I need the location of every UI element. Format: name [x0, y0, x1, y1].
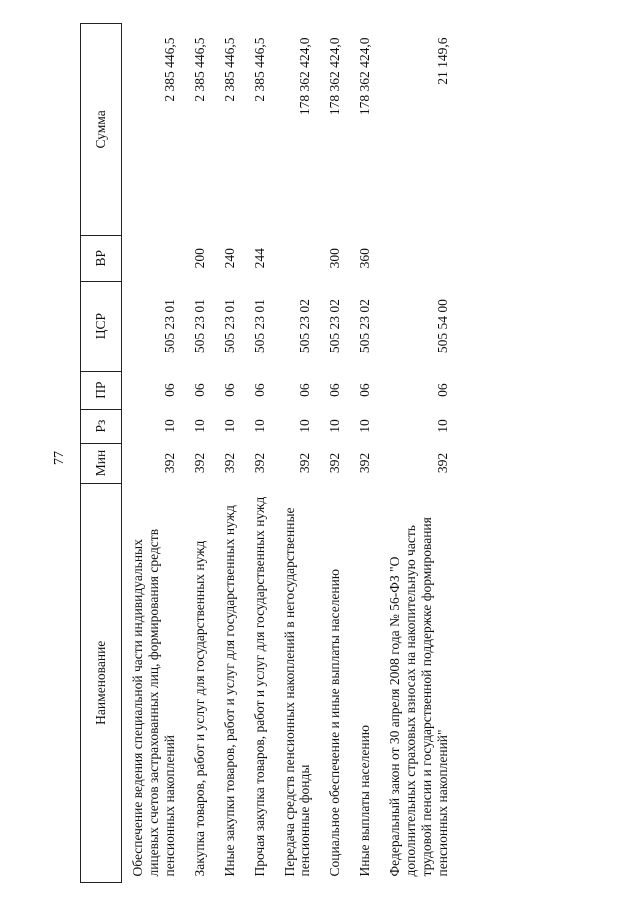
row-sum: 2 385 446,5 [161, 37, 177, 102]
row-vr: 360 [357, 248, 373, 269]
row-vr: 240 [221, 248, 237, 269]
page-number: 77 [52, 451, 67, 465]
row-name: Передача средств пенсионных накоплений в негосударственные пенсионные фонды [281, 507, 313, 877]
row-pr: 06 [327, 383, 343, 397]
row-name: Иные закупки товаров, работ и услуг для государственных нужд [221, 505, 237, 877]
row-vr [270, 235, 316, 281]
row-rz: 10 [221, 419, 237, 433]
row-pr: 06 [297, 383, 313, 397]
header-vr: ВР [81, 235, 122, 281]
row-name: Обеспечение ведения специальной части индивидуальных лицевых счетов застрахованных лиц, формирования средств пенсионных накоплений [130, 528, 177, 877]
budget-table [80, 23, 453, 883]
row-sum: 2 385 446,5 [251, 37, 267, 102]
row-min: 392 [297, 452, 313, 474]
table-row [210, 24, 240, 883]
row-rz: 10 [251, 419, 267, 433]
row-rz: 10 [434, 419, 450, 433]
row-name: Иные выплаты населению [357, 725, 373, 877]
row-csr: 505 23 02 [327, 299, 343, 354]
table-row [122, 24, 180, 883]
row-pr: 06 [251, 383, 267, 397]
row-rz: 10 [327, 419, 343, 433]
row-sum: 2 385 446,5 [191, 37, 207, 102]
row-vr [375, 235, 453, 281]
row-rz: 10 [297, 419, 313, 433]
row-name: Закупка товаров, работ и услуг для государственных нужд [191, 540, 207, 877]
row-csr: 505 23 01 [191, 299, 207, 354]
row-sum: 178 362 424,0 [357, 37, 373, 116]
row-vr: 300 [327, 248, 343, 269]
row-sum: 178 362 424,0 [327, 37, 343, 116]
row-name: Социальное обеспечение и иные выплаты населению [327, 569, 343, 877]
row-pr: 06 [221, 383, 237, 397]
header-name: Наименование [81, 483, 122, 882]
table-row [240, 24, 270, 883]
header-sum: Сумма [81, 24, 122, 236]
row-csr: 505 23 01 [221, 299, 237, 354]
row-name: Прочая закупка товаров, работ и услуг для государственных нужд [251, 496, 267, 877]
row-pr: 06 [191, 383, 207, 397]
row-name: Федеральный закон от 30 апреля 2008 года № 56-ФЗ "О дополнительных страховых взносах на накопительную часть трудовой пенсии и государственной поддержке формирования пенсионных накоплений" [387, 517, 450, 877]
header-rz: Рз [81, 409, 122, 443]
row-min: 392 [251, 452, 267, 474]
table-row [180, 24, 210, 883]
table-header-row [81, 24, 122, 883]
row-vr: 200 [191, 248, 207, 269]
row-min: 392 [434, 452, 450, 474]
row-sum: 2 385 446,5 [221, 37, 237, 102]
row-rz: 10 [357, 419, 373, 433]
row-min: 392 [221, 452, 237, 474]
row-pr: 06 [161, 383, 177, 397]
table-row [375, 24, 453, 883]
row-vr: 244 [251, 248, 267, 269]
header-csr: ЦСР [81, 281, 122, 371]
header-pr: ПР [81, 371, 122, 409]
row-pr: 06 [434, 383, 450, 397]
table-row [315, 24, 345, 883]
row-csr: 505 23 01 [251, 299, 267, 354]
row-min: 392 [327, 452, 343, 474]
row-rz: 10 [191, 419, 207, 433]
row-sum: 178 362 424,0 [297, 37, 313, 116]
row-sum: 21 149,6 [434, 37, 450, 85]
row-csr: 505 23 01 [161, 299, 177, 354]
row-csr: 505 23 02 [357, 299, 373, 354]
row-rz: 10 [161, 419, 177, 433]
row-csr: 505 23 02 [297, 299, 313, 354]
row-vr [122, 235, 180, 281]
row-min: 392 [357, 452, 373, 474]
table-row [345, 24, 375, 883]
table-row [270, 24, 316, 883]
row-pr: 06 [357, 383, 373, 397]
header-min: Мин [81, 443, 122, 483]
row-min: 392 [191, 452, 207, 474]
row-csr: 505 54 00 [434, 299, 450, 354]
row-min: 392 [161, 452, 177, 474]
